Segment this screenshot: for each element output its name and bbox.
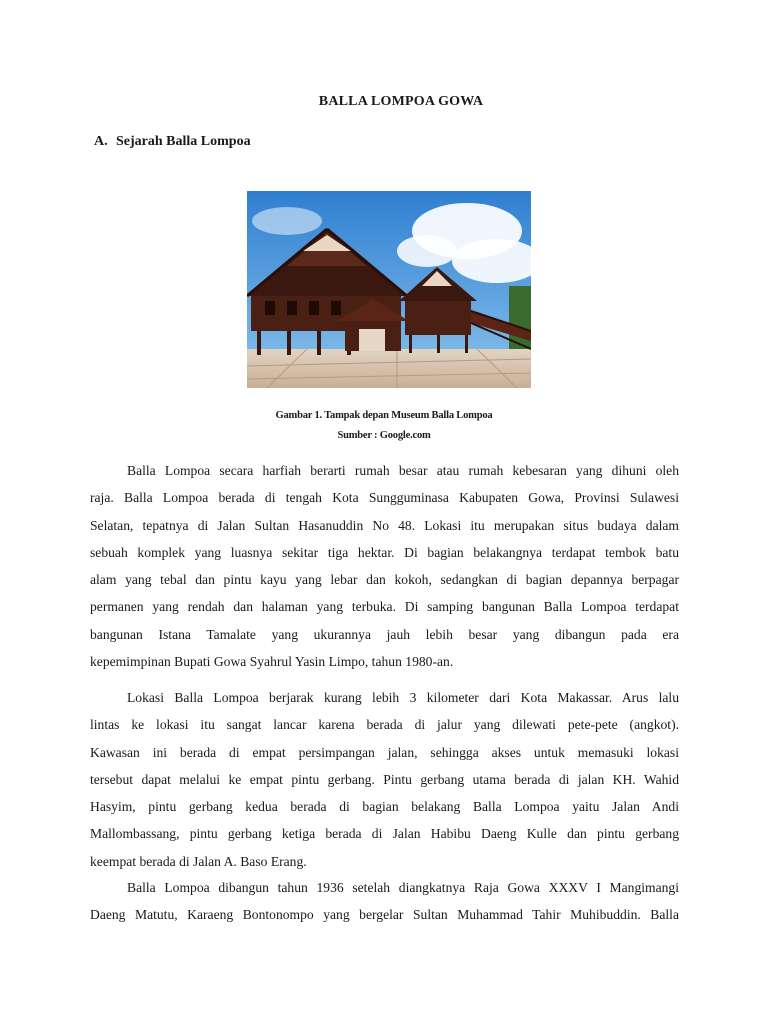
paragraph-line: permanen yang rendah dan halaman yang terbuka. Di samping bangunan Balla Lompoa terdapat xyxy=(90,599,679,615)
paragraph-line: Daeng Matutu, Karaeng Bontonompo yang bergelar Sultan Muhammad Tahir Muhibuddin. Balla xyxy=(90,907,679,923)
figure-source: Sumber : Google.com xyxy=(337,430,431,441)
paragraph-line: Mallombassang, pintu gerbang ketiga berada di Jalan Habibu Daeng Kulle dan pintu gerbang xyxy=(90,826,679,842)
paragraph-line: raja. Balla Lompoa berada di tengah Kota Sungguminasa Kabupaten Gowa, Provinsi Sulawesi xyxy=(90,490,679,506)
paragraph-line: Selatan, tepatnya di Jalan Sultan Hasanuddin No 48. Lokasi itu merupakan situs budaya dalam xyxy=(90,517,679,533)
section-heading xyxy=(94,134,251,150)
section-marker: A. xyxy=(94,134,108,149)
museum-photo xyxy=(247,191,531,388)
paragraph-line: kepemimpinan Bupati Gowa Syahrul Yasin Limpo, tahun 1980-an. xyxy=(90,654,454,670)
document-title: BALLA LOMPOA GOWA xyxy=(318,94,484,109)
paragraph-3 xyxy=(90,874,679,929)
figure-caption: Gambar 1. Tampak depan Museum Balla Lompoa xyxy=(275,410,493,421)
paragraph-line: Balla Lompoa dibangun tahun 1936 setelah diangkatnya Raja Gowa XXXV I Mangimangi xyxy=(127,880,679,895)
paragraph-line: Kawasan ini berada di empat persimpangan jalan, sehingga akses untuk memasuki lokasi xyxy=(90,744,679,760)
section-heading-text: Sejarah Balla Lompoa xyxy=(116,134,251,149)
paragraph-line: lintas ke lokasi itu sangat lancar karena berada di jalur yang dilewati pete-pete (angkot). xyxy=(90,717,679,733)
paragraph-line: alam yang tebal dan pintu kayu yang lebar dan kokoh, sedangkan di bagian depannya berpagar xyxy=(90,572,679,588)
paragraph-line: tersebut dapat melalui ke empat pintu gerbang. Pintu gerbang utama berada di jalan KH. Wahid xyxy=(90,771,679,787)
paragraph-line: Hasyim, pintu gerbang kedua berada di bagian belakang Balla Lompoa yaitu Jalan Andi xyxy=(90,799,679,815)
paragraph-2 xyxy=(90,684,679,875)
paragraph-line: keempat berada di Jalan A. Baso Erang. xyxy=(90,853,307,869)
paragraph-line: bangunan Istana Tamalate yang ukurannya jauh lebih besar yang dibangun pada era xyxy=(90,626,679,642)
paragraph-1 xyxy=(90,457,679,675)
paragraph-line: Lokasi Balla Lompoa berjarak kurang lebih 3 kilometer dari Kota Makassar. Arus lalu xyxy=(127,690,679,705)
paragraph-line: Balla Lompoa secara harfiah berarti rumah besar atau rumah kebesaran yang dihuni oleh xyxy=(127,463,679,478)
paragraph-line: sebuah komplek yang luasnya sekitar tiga hektar. Di bagian belakangnya terdapat tembok batu xyxy=(90,544,679,560)
